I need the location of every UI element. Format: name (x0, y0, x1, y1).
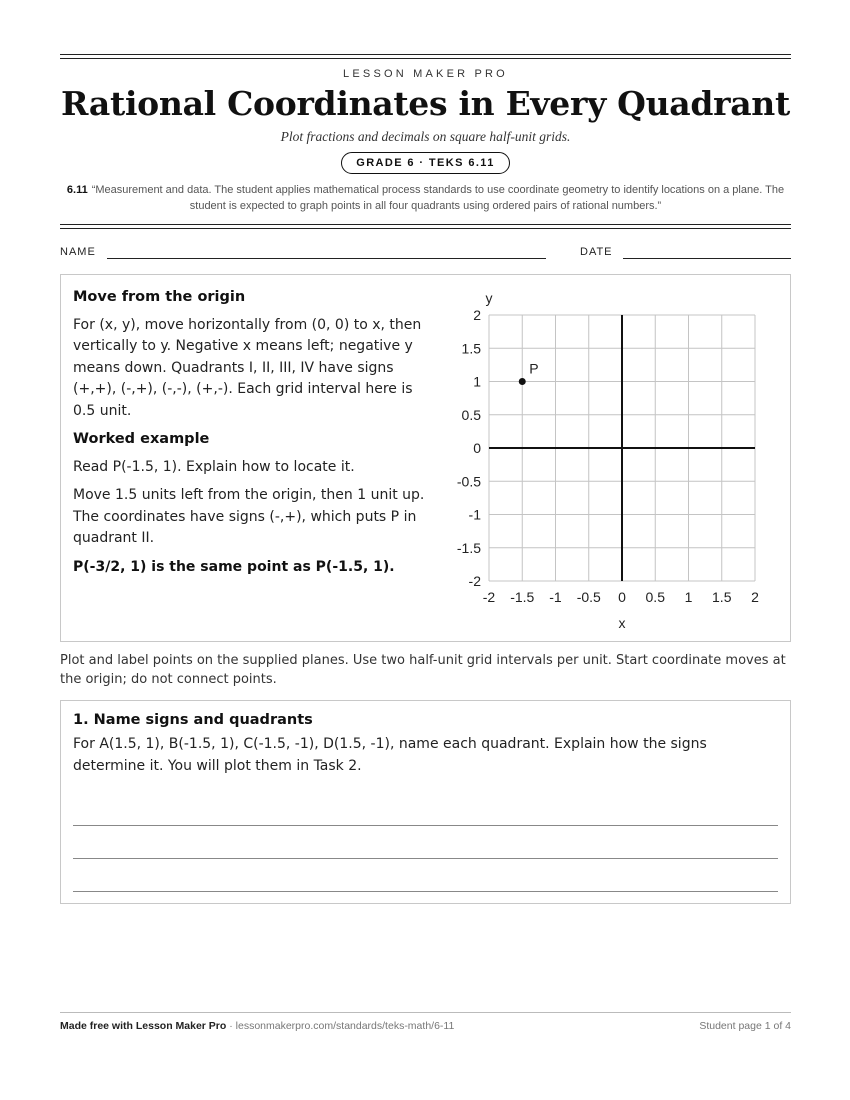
brand-name: LESSON MAKER PRO (343, 68, 508, 80)
intro-panel (60, 274, 791, 642)
x-tick-label: -1 (549, 589, 562, 605)
date-field[interactable] (623, 258, 791, 259)
footer-rule (60, 1012, 791, 1013)
axes (489, 315, 755, 581)
intro-heading: Move from the origin (73, 289, 246, 305)
standard-text: “Measurement and data. The student applies mathematical process standards to use coordinate geometry to identify locations on a plane. The student is expected to graph points in all four quadrants using ordered pairs of rational numbers.” (91, 184, 785, 212)
tick-labels (457, 307, 759, 605)
footer-page-number: Student page 1 of 4 (699, 1020, 791, 1032)
task-1-panel (60, 700, 791, 904)
header-top-rule (60, 54, 791, 59)
coordinate-plane[interactable] (443, 285, 783, 635)
name-date-row (60, 246, 791, 262)
x-tick-label: 1.5 (712, 589, 732, 605)
header-bottom-rule (60, 224, 791, 229)
x-tick-label: -0.5 (576, 589, 601, 605)
task-instructions: Plot and label points on the supplied planes. Use two half-unit grid intervals per unit. Start coordinate moves at the origin; do not connect points. (60, 653, 786, 687)
worksheet-page (60, 0, 791, 1100)
example-conclusion: P(-3/2, 1) is the same point as P(-1.5, 1). (73, 558, 395, 575)
date-label: DATE (580, 246, 613, 258)
y-tick-label: 1.5 (461, 340, 481, 357)
y-tick-label: 2 (473, 307, 481, 323)
y-axis-label: y (485, 290, 493, 306)
example-prompt: Read P(-1.5, 1). Explain how to locate it. (73, 458, 355, 475)
y-tick-label: -0.5 (456, 473, 481, 490)
standard-code: 6.11 (66, 184, 88, 196)
y-tick-label: 0.5 (461, 406, 481, 423)
footer-separator: · (226, 1020, 236, 1032)
y-tick-label: 1 (473, 373, 481, 390)
page-subtitle: Plot fractions and decimals on square half-unit grids. (280, 129, 571, 144)
point-label: P (529, 360, 539, 377)
footer-url[interactable]: lessonmakerpro.com/standards/teks-math/6-11 (235, 1020, 455, 1032)
y-tick-label: -1 (468, 506, 481, 523)
x-tick-label: 0.5 (645, 589, 665, 605)
intro-text (73, 287, 428, 585)
task-1-body: For A(1.5, 1), B(-1.5, 1), C(-1.5, -1), D(1.5, -1), name each quadrant. Explain how the signs determine it. You will plot them in Task 2. (73, 736, 707, 774)
example-heading: Worked example (73, 431, 210, 447)
grade-badge-wrap (60, 152, 791, 174)
example-answer: Move 1.5 units left from the origin, then 1 unit up. The coordinates have signs (-,+), which puts P in quadrant II. (73, 487, 425, 546)
answer-line[interactable] (73, 825, 778, 826)
standard-statement (60, 182, 791, 214)
task-1-heading: 1. Name signs and quadrants (73, 712, 313, 728)
x-tick-label: 2 (751, 589, 759, 605)
y-tick-label: -2 (468, 573, 481, 589)
page-title: Rational Coordinates in Every Quadrant (61, 84, 790, 123)
answer-line[interactable] (73, 858, 778, 859)
footer-made: Made free with Lesson Maker Pro (60, 1020, 227, 1032)
name-field[interactable] (107, 258, 546, 259)
answer-line[interactable] (73, 891, 778, 892)
intro-body: For (x, y), move horizontally from (0, 0) to x, then vertically to y. Negative x means left; negative y means down. Quadrants I, II, III, IV have signs (+,+), (-,+), (-,-), (+,-). Each grid interval here is 0.5 unit. (73, 316, 422, 419)
y-tick-label: 0 (473, 440, 481, 456)
y-tick-label: -1.5 (456, 539, 481, 556)
x-axis-label: x (618, 615, 626, 631)
grade-badge: GRADE 6 · TEKS 6.11 (341, 152, 509, 174)
footer (60, 1020, 791, 1032)
x-tick-label: 1 (684, 589, 693, 605)
x-tick-label: -2 (482, 589, 496, 605)
point-marker (519, 378, 526, 385)
task-1-text (73, 712, 779, 777)
x-tick-label: 0 (618, 589, 626, 605)
x-tick-label: -1.5 (510, 589, 535, 605)
name-label: NAME (60, 246, 96, 258)
